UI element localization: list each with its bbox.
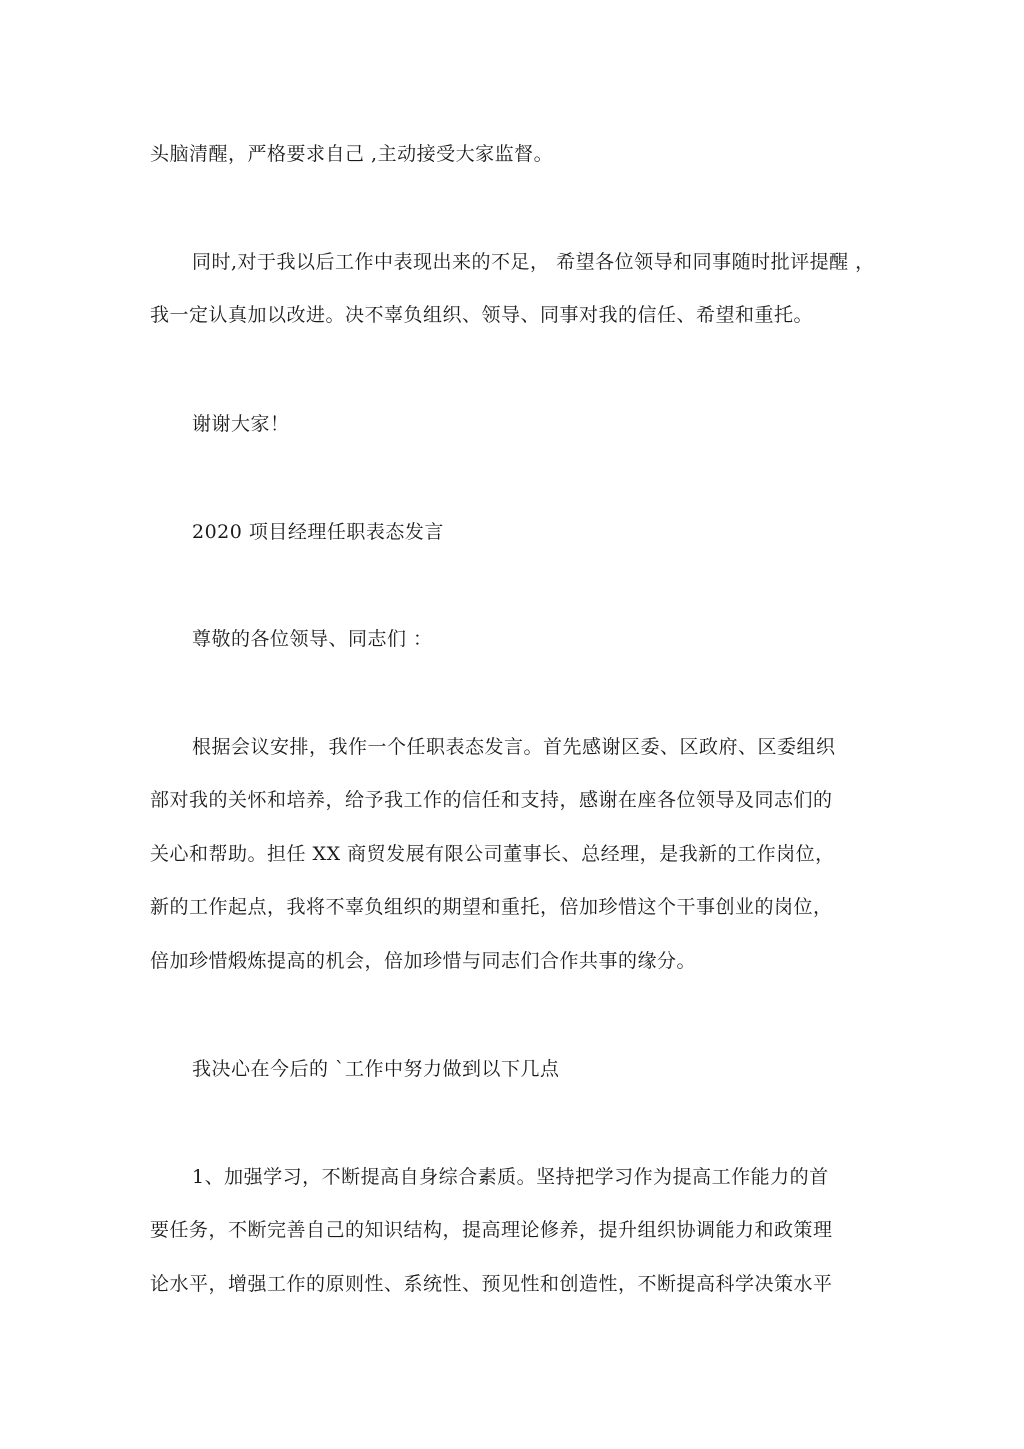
speech-title: 2020 项目经理任职表态发言 bbox=[192, 521, 444, 543]
paragraph-line: 新的工作起点，我将不辜负组织的期望和重托，倍加珍惜这个干事创业的岗位， bbox=[150, 896, 833, 918]
paragraph-line: 我决心在今后的 `工作中努力做到以下几点 bbox=[192, 1058, 560, 1080]
paragraph-line: 头脑清醒，严格要求自己 ,主动接受大家监督。 bbox=[150, 143, 554, 165]
paragraph-line: 倍加珍惜煅炼提高的机会，倍加珍惜与同志们合作共事的缘分。 bbox=[150, 950, 697, 972]
closing-thanks: 谢谢大家！ bbox=[192, 413, 290, 435]
paragraph-line: 要任务，不断完善自己的知识结构，提高理论修养，提升组织协调能力和政策理 bbox=[150, 1219, 833, 1241]
paragraph-line: 关心和帮助。担任 XX 商贸发展有限公司董事长、总经理，是我新的工作岗位， bbox=[150, 843, 835, 865]
paragraph-line: 论水平，增强工作的原则性、系统性、预见性和创造性，不断提高科学决策水平 bbox=[150, 1273, 833, 1295]
paragraph-line: 我一定认真加以改进。决不辜负组织、领导、同事对我的信任、希望和重托。 bbox=[150, 304, 814, 326]
paragraph-line: 同时,对于我以后工作中表现出来的不足， 希望各位领导和同事随时批评提醒 ， bbox=[192, 251, 875, 273]
salutation: 尊敬的各位领导、同志们 ： bbox=[192, 628, 433, 650]
paragraph-line: 根据会议安排，我作一个任职表态发言。首先感谢区委、区政府、区委组织 bbox=[192, 736, 836, 758]
paragraph-line: 1、加强学习，不断提高自身综合素质。坚持把学习作为提高工作能力的首 bbox=[192, 1166, 829, 1188]
paragraph-line: 部对我的关怀和培养，给予我工作的信任和支持，感谢在座各位领导及同志们的 bbox=[150, 789, 833, 811]
